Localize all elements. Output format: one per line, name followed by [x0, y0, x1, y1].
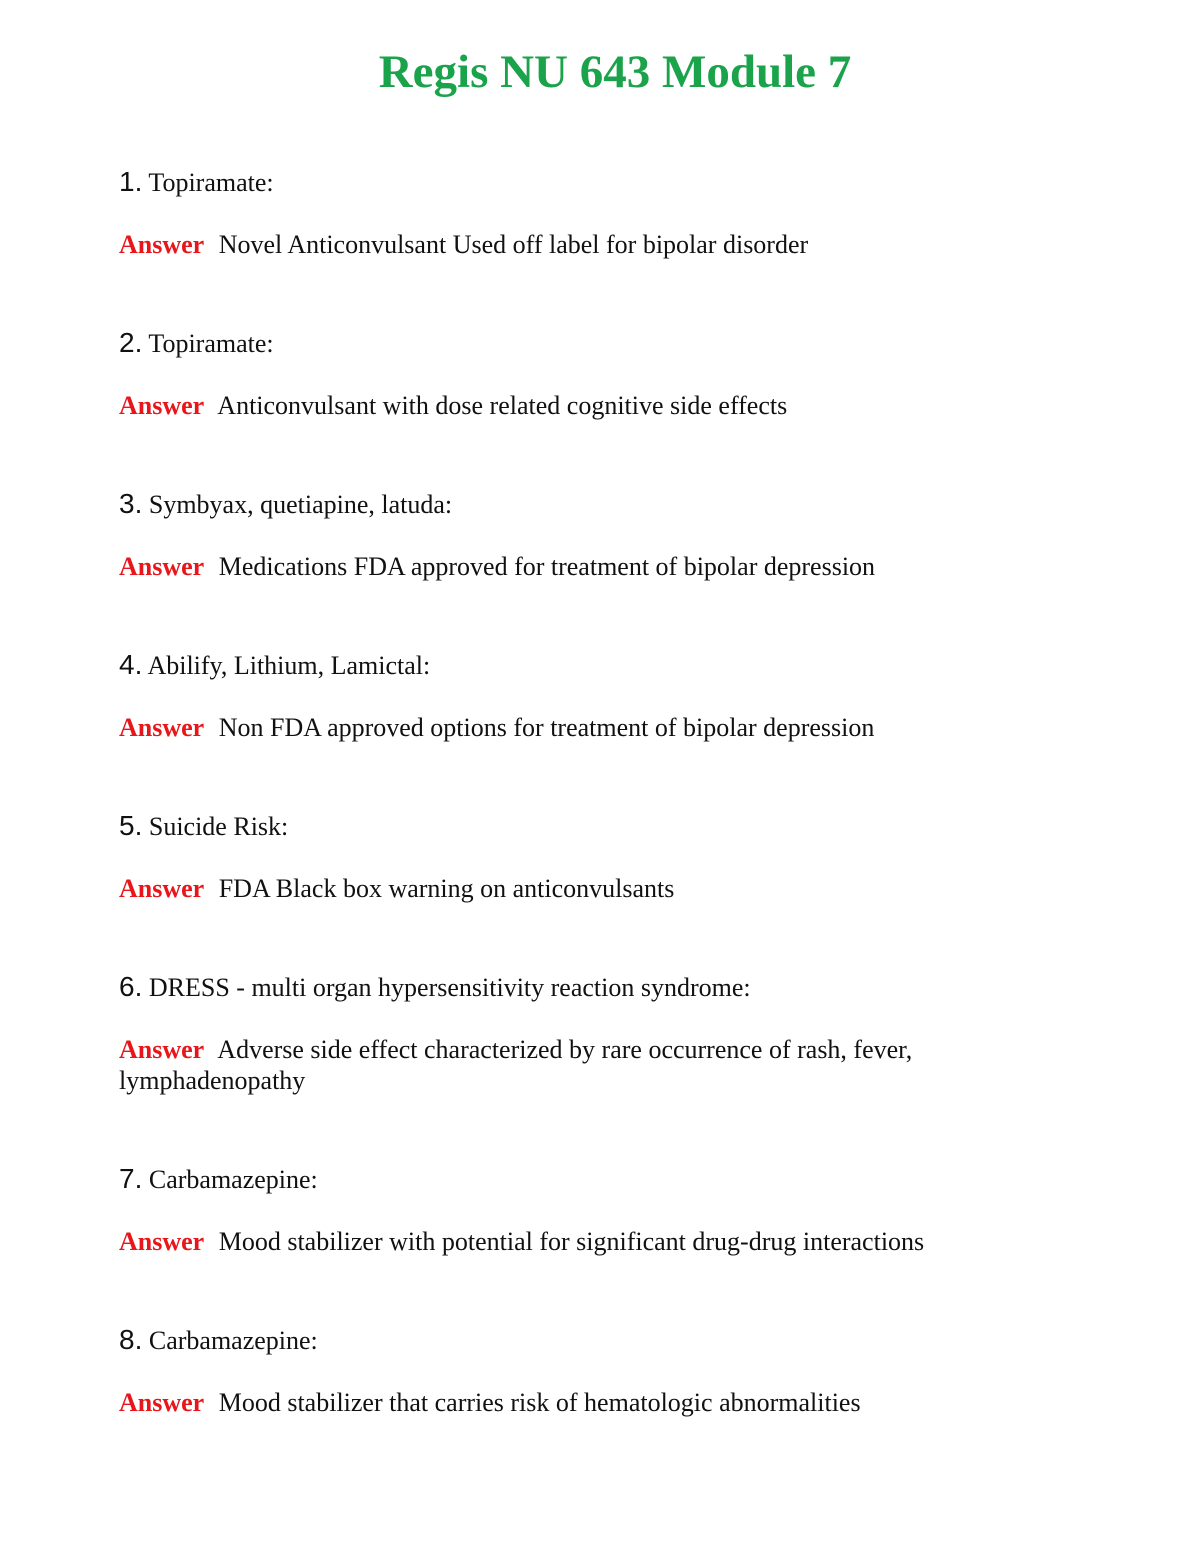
- answer-label: Answer: [119, 552, 205, 581]
- answer-label: Answer: [119, 1227, 205, 1256]
- question-number: 6.: [119, 971, 143, 1002]
- question: [119, 166, 999, 199]
- question-number: 4.: [119, 649, 143, 680]
- answer-label: Answer: [119, 874, 205, 903]
- question-text: Carbamazepine:: [148, 1326, 318, 1355]
- qa-item-5: [119, 810, 999, 904]
- answer-label: Answer: [119, 391, 205, 420]
- answer: [119, 1226, 999, 1257]
- answer-text: Non FDA approved options for treatment of bipolar depression: [218, 713, 875, 742]
- answer-text: Anticonvulsant with dose related cognitive side effects: [217, 391, 788, 420]
- answer-label: Answer: [119, 1388, 205, 1417]
- answer-text: Mood stabilizer that carries risk of hematologic abnormalities: [218, 1388, 861, 1417]
- question-number: 5.: [119, 810, 143, 841]
- answer: [119, 1034, 999, 1096]
- qa-item-3: [119, 488, 999, 582]
- qa-item-4: [119, 649, 999, 743]
- question-number: 1.: [119, 166, 143, 197]
- answer: [119, 1387, 999, 1418]
- answer: [119, 551, 999, 582]
- question: [119, 1163, 999, 1196]
- question-text: Abilify, Lithium, Lamictal:: [147, 651, 431, 680]
- page-title: Regis NU 643 Module 7: [378, 46, 852, 98]
- question-number: 2.: [119, 327, 143, 358]
- question-text: Suicide Risk:: [148, 812, 289, 841]
- question-text: Carbamazepine:: [148, 1165, 318, 1194]
- question: [119, 971, 999, 1004]
- question-number: 7.: [119, 1163, 143, 1194]
- qa-item-8: [119, 1324, 999, 1418]
- question-number: 8.: [119, 1324, 143, 1355]
- answer-text: Medications FDA approved for treatment of bipolar depression: [218, 552, 876, 581]
- answer: [119, 390, 999, 421]
- answer-text: FDA Black box warning on anticonvulsants: [218, 874, 675, 903]
- qa-item-7: [119, 1163, 999, 1257]
- question: [119, 488, 999, 521]
- answer-text: Mood stabilizer with potential for significant drug-drug interactions: [218, 1227, 925, 1256]
- question-text: Topiramate:: [148, 329, 274, 358]
- question-text: Symbyax, quetiapine, latuda:: [148, 490, 453, 519]
- question: [119, 649, 999, 682]
- question-number: 3.: [119, 488, 143, 519]
- question: [119, 810, 999, 843]
- qa-item-6: [119, 971, 999, 1096]
- question-text: DRESS - multi organ hypersensitivity reaction syndrome:: [148, 973, 751, 1002]
- answer-text: Adverse side effect characterized by rare occurrence of rash, fever, lymphadenopathy: [119, 1035, 913, 1095]
- answer-label: Answer: [119, 230, 205, 259]
- question: [119, 327, 999, 360]
- answer-label: Answer: [119, 1035, 205, 1064]
- answer-text: Novel Anticonvulsant Used off label for bipolar disorder: [218, 230, 809, 259]
- question-text: Topiramate:: [148, 168, 274, 197]
- qa-item-1: [119, 166, 999, 260]
- question: [119, 1324, 999, 1357]
- answer: [119, 229, 999, 260]
- answer: [119, 873, 999, 904]
- qa-item-2: [119, 327, 999, 421]
- answer: [119, 712, 999, 743]
- answer-label: Answer: [119, 713, 205, 742]
